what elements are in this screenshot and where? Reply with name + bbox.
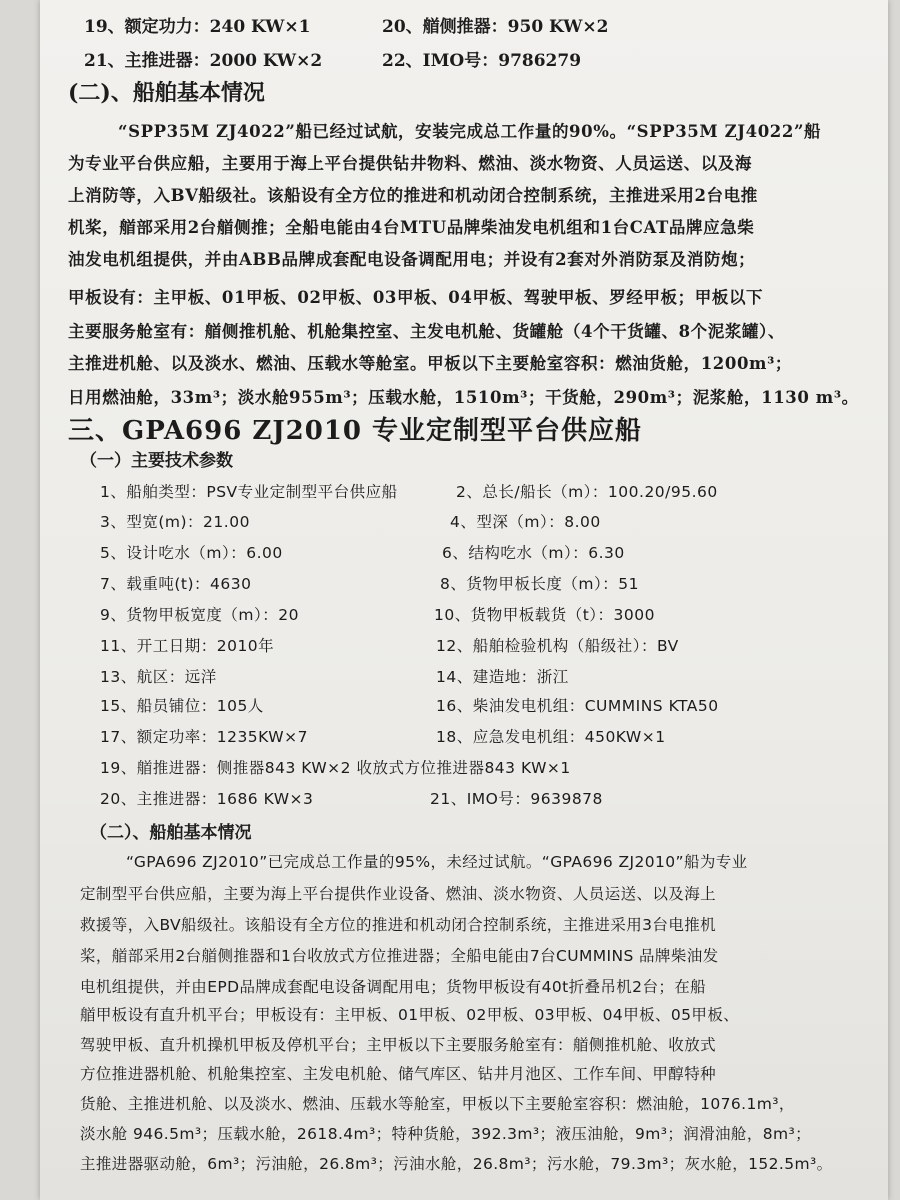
spec-item: 5、设计吃水（m）：6.00 — [100, 544, 283, 562]
spec-item: 19、艏推进器：侧推器843 KW×2 收放式方位推进器843 KW×1 — [100, 759, 571, 777]
section-heading-gpa696: 三、GPA696 ZJ2010 专业定制型平台供应船 — [68, 416, 643, 446]
spec-item: 4、型深（m）：8.00 — [450, 513, 601, 531]
paragraph-line: “SPP35M ZJ4022”船已经过试航，安装完成总工作量的90%。“SPP35M ZJ4022”船 — [118, 122, 822, 141]
paragraph-line: 桨，艏部采用2台艏侧推器和1台收放式方位推进器；全船电能由7台CUMMINS 品牌柴油发 — [80, 947, 719, 965]
spec-item: 15、船员铺位：105人 — [100, 697, 264, 715]
paragraph-line: 主要服务舱室有：艏侧推机舱、机舱集控室、主发电机舱、货罐舱（4个干货罐、8个泥浆罐）、 — [68, 322, 786, 341]
paragraph-line: 定制型平台供应船，主要为海上平台提供作业设备、燃油、淡水物资、人员运送、以及海上 — [80, 885, 717, 903]
document-page — [40, 0, 888, 1200]
spec-item: 18、应急发电机组：450KW×1 — [436, 728, 666, 746]
spec-item: 9、货物甲板宽度（m）：20 — [100, 606, 299, 624]
paragraph-line: 驾驶甲板、直升机操机甲板及停机平台；主甲板以下主要服务舱室有：艏侧推机舱、收放式 — [80, 1036, 717, 1054]
paragraph-line: 机桨，艏部采用2台艏侧推；全船电能由4台MTU品牌柴油发电机组和1台CAT品牌应急柴 — [68, 218, 755, 237]
paragraph-line: 日用燃油舱，33m³；淡水舱955m³；压载水舱，1510m³；干货舱，290m³；泥浆舱，1130 m³。 — [68, 388, 859, 407]
paragraph-line: 电机组提供，并由EPD品牌成套配电设备调配用电；货物甲板设有40t折叠吊机2台；在船 — [80, 978, 707, 996]
spec-item: 8、货物甲板长度（m）：51 — [440, 575, 639, 593]
spec-item: 10、货物甲板载货（t）：3000 — [434, 606, 655, 624]
sub-heading-basic-info: （二）、船舶基本情况 — [90, 823, 252, 843]
paragraph-line: 救援等，入BV船级社。该船设有全方位的推进和机动闭合控制系统，主推进采用3台电推机 — [80, 916, 717, 934]
spec-item: 11、开工日期：2010年 — [100, 637, 275, 655]
spec-item: 2、总长/船长（m）：100.20/95.60 — [456, 483, 718, 501]
paragraph-line: 为专业平台供应船，主要用于海上平台提供钻井物料、燃油、淡水物资、人员运送、以及海 — [68, 154, 752, 173]
paragraph-line: 方位推进器机舱、机舱集控室、主发电机舱、储气库区、钻井月池区、工作车间、甲醇特种 — [80, 1065, 717, 1083]
sub-heading-tech-params: （一）主要技术参数 — [80, 451, 233, 471]
param-21: 21、主推进器：2000 KW×2 — [84, 51, 323, 71]
paragraph-line: 主推进机舱、以及淡水、燃油、压载水等舱室。甲板以下主要舱室容积：燃油货舱，1200m³； — [68, 354, 793, 373]
spec-item: 21、IMO号：9639878 — [430, 790, 603, 808]
paragraph-line: “GPA696 ZJ2010”已完成总工作量的95%，未经过试航。“GPA696 ZJ2010”船为专业 — [126, 853, 748, 871]
paragraph-line: 淡水舱 946.5m³；压载水舱，2618.4m³；特种货舱，392.3m³；液压油舱，9m³；润滑油舱，8m³； — [80, 1125, 811, 1143]
paragraph-line: 艏甲板设有直升机平台；甲板设有：主甲板、01甲板、02甲板、03甲板、04甲板、05甲板、 — [80, 1006, 740, 1024]
spec-item: 14、建造地：浙江 — [436, 668, 569, 686]
spec-item: 17、额定功率：1235KW×7 — [100, 728, 308, 746]
paragraph-line: 上消防等，入BV船级社。该船设有全方位的推进和机动闭合控制系统，主推进采用2台电推 — [68, 186, 758, 205]
section-heading-basic-info: (二)、船舶基本情况 — [68, 80, 265, 106]
spec-item: 7、载重吨(t)：4630 — [100, 575, 252, 593]
paragraph-line: 油发电机组提供，并由ABB品牌成套配电设备调配用电；并设有2套对外消防泵及消防炮； — [68, 250, 756, 269]
param-22: 22、IMO号：9786279 — [382, 51, 582, 71]
paragraph-line: 货舱、主推进机舱、以及淡水、燃油、压载水等舱室，甲板以下主要舱室容积：燃油舱，1076.1m³， — [80, 1095, 795, 1113]
paragraph-line: 甲板设有：主甲板、01甲板、02甲板、03甲板、04甲板、驾驶甲板、罗经甲板；甲板以下 — [68, 288, 764, 307]
param-20: 20、艏侧推器：950 KW×2 — [382, 17, 609, 37]
spec-item: 13、航区：远洋 — [100, 668, 217, 686]
spec-item: 20、主推进器：1686 KW×3 — [100, 790, 314, 808]
spec-item: 3、型宽(m)：21.00 — [100, 513, 250, 531]
spec-item: 16、柴油发电机组：CUMMINS KTA50 — [436, 697, 719, 715]
param-19: 19、额定功力：240 KW×1 — [84, 17, 311, 37]
paragraph-line: 主推进器驱动舱，6m³；污油舱，26.8m³；污油水舱，26.8m³；污水舱，79.3m³；灰水舱，152.5m³。 — [80, 1155, 833, 1173]
spec-item: 1、船舶类型：PSV专业定制型平台供应船 — [100, 483, 398, 501]
spec-item: 12、船舶检验机构（船级社）：BV — [436, 637, 679, 655]
spec-item: 6、结构吃水（m）：6.30 — [442, 544, 625, 562]
